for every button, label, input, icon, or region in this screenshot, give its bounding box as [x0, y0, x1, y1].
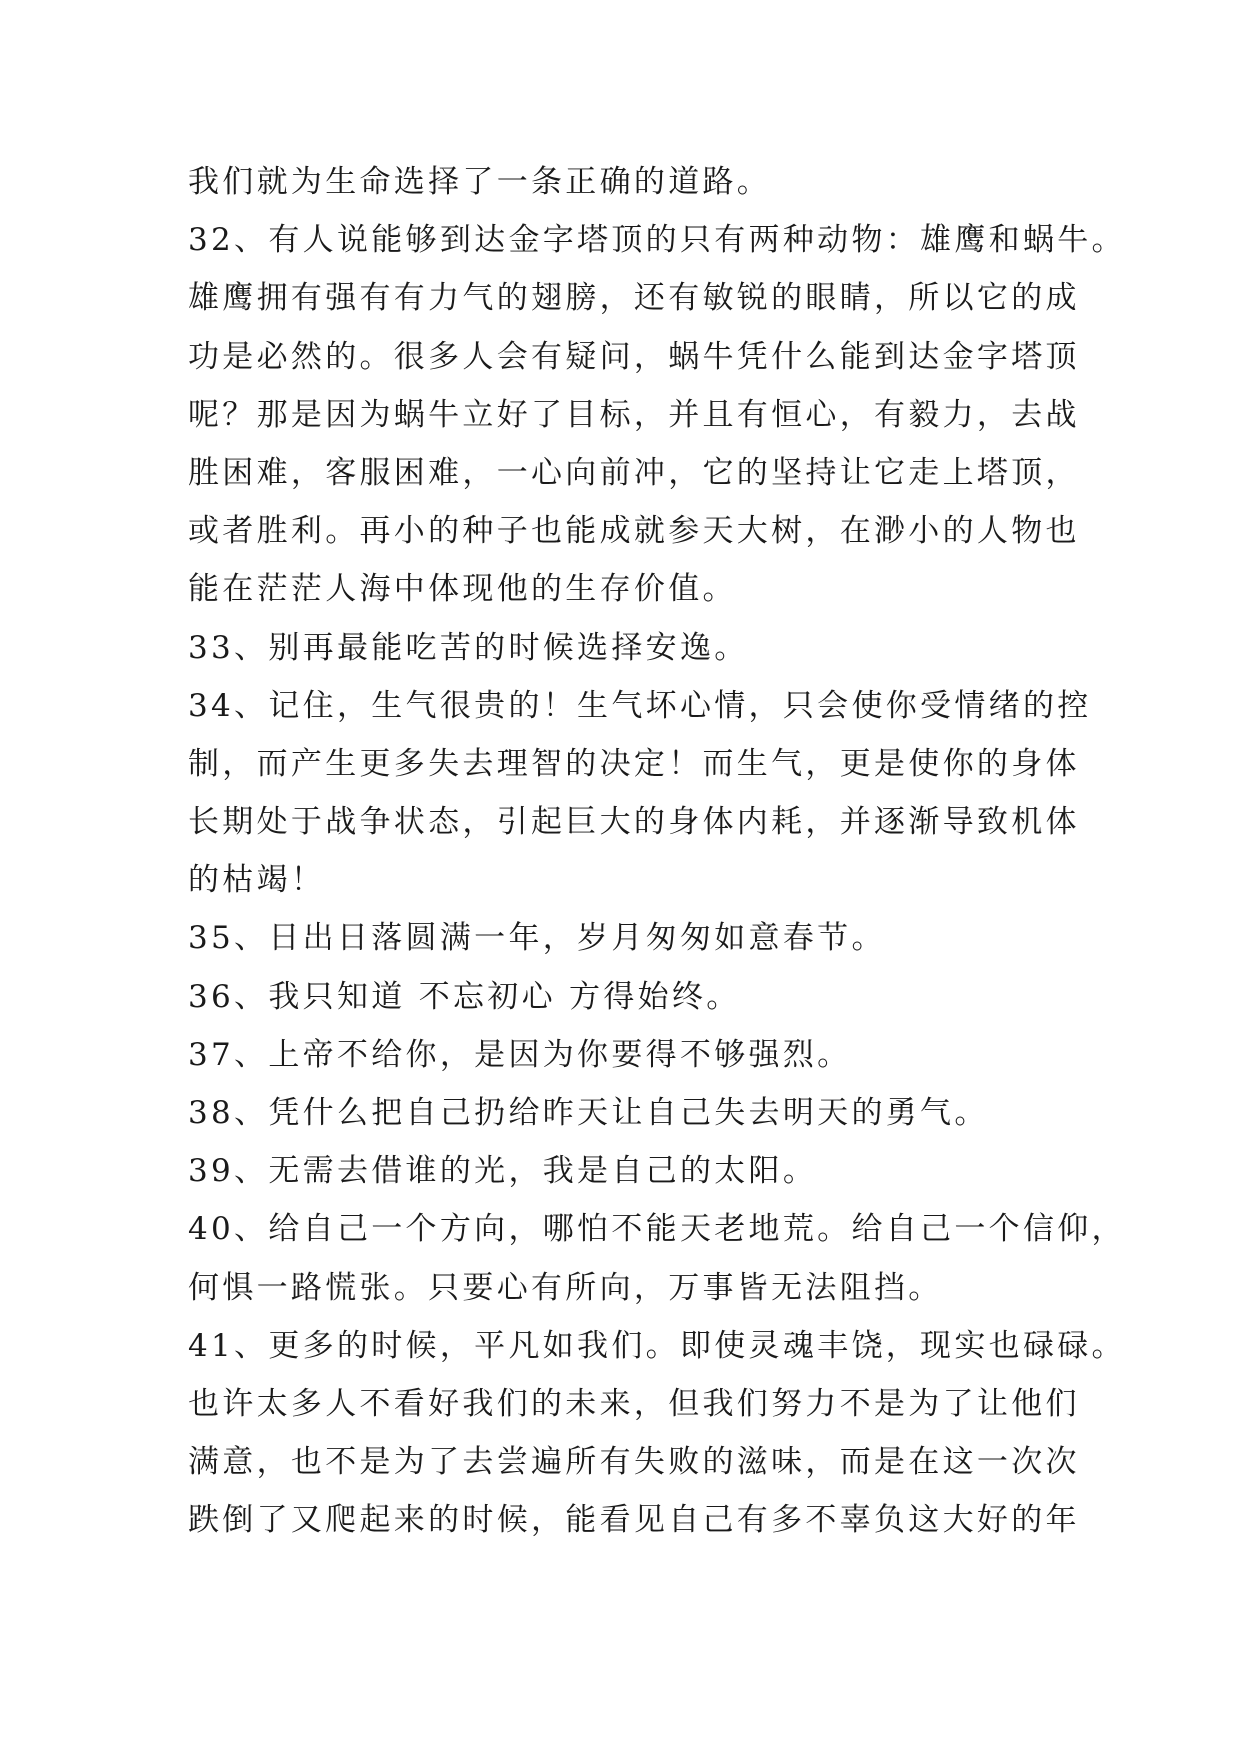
text-line: 长期处于战争状态，引起巨大的身体内耗，并逐渐导致机体	[188, 804, 1080, 841]
text-line: 38、凭什么把自己扔给昨天让自己失去明天的勇气。	[188, 1095, 989, 1131]
text-line: 雄鹰拥有强有有力气的翅膀，还有敏锐的眼睛，所以它的成	[188, 280, 1080, 317]
text-line: 36、我只知道 不忘初心 方得始终。	[188, 978, 741, 1015]
text-line: 的枯竭！	[188, 862, 326, 899]
text-line: 也许太多人不看好我们的未来，但我们努力不是为了让他们	[188, 1385, 1080, 1422]
text-line: 跌倒了又爬起来的时候，能看见自己有多不辜负这大好的年	[188, 1502, 1080, 1539]
text-line: 功是必然的。很多人会有疑问，蜗牛凭什么能到达金字塔顶	[188, 338, 1080, 375]
text-line: 或者胜利。再小的种子也能成就参天大树，在渺小的人物也	[188, 513, 1080, 550]
text-line: 33、别再最能吃苦的时候选择安逸。	[188, 629, 749, 666]
text-line: 39、无需去借谁的光，我是自己的太阳。	[188, 1153, 818, 1190]
text-line: 能在茫茫人海中体现他的生存价值。	[188, 571, 737, 608]
text-line: 32、有人说能够到达金字塔顶的只有两种动物：雄鹰和蜗牛。	[188, 222, 1126, 259]
text-line: 37、上帝不给你，是因为你要得不够强烈。	[188, 1036, 852, 1073]
text-line: 制，而产生更多失去理智的决定！而生气，更是使你的身体	[188, 745, 1080, 782]
text-line: 35、日出日落圆满一年，岁月匆匆如意春节。	[188, 920, 886, 957]
text-line: 我们就为生命选择了一条正确的道路。	[188, 164, 772, 200]
text-line: 满意，也不是为了去尝遍所有失败的滋味，而是在这一次次	[188, 1444, 1080, 1481]
text-line: 何惧一路慌张。只要心有所向，万事皆无法阻挡。	[188, 1269, 943, 1306]
text-line: 34、记住，生气很贵的！生气坏心情，只会使你受情绪的控	[188, 687, 1092, 724]
text-line: 40、给自己一个方向，哪怕不能天老地荒。给自己一个信仰，	[188, 1211, 1126, 1248]
text-line: 胜困难，客服困难，一心向前冲，它的坚持让它走上塔顶，	[188, 454, 1080, 491]
text-line: 41、更多的时候，平凡如我们。即使灵魂丰饶，现实也碌碌。	[188, 1327, 1126, 1364]
document-body-text	[188, 153, 1126, 1550]
text-line: 呢？那是因为蜗牛立好了目标，并且有恒心，有毅力，去战	[188, 396, 1080, 433]
